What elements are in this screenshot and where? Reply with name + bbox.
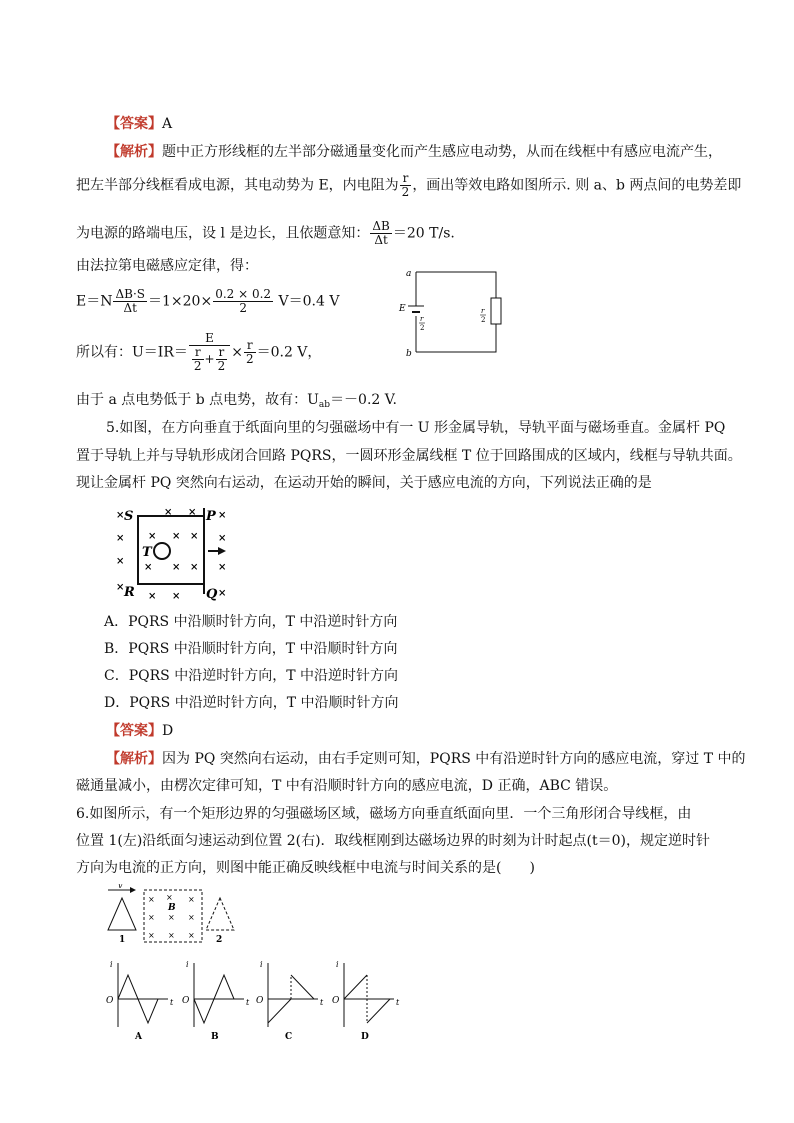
resistor xyxy=(491,298,501,324)
plus-sign: + xyxy=(204,352,215,366)
load-r-den: 2 xyxy=(481,316,486,324)
field-mark: × xyxy=(166,893,173,902)
triangle-field-figure xyxy=(104,884,244,946)
frac-num: r xyxy=(216,346,228,360)
subscript: ab xyxy=(318,400,331,410)
emf-label: E xyxy=(399,304,406,314)
field-mark: × xyxy=(188,895,195,904)
q5-line-3: 现让金属杆 PQ 突然向右运动，在运动开始的瞬间，关于感应电流的方向，下列说法正确的是 xyxy=(76,475,652,491)
frac-den: Δt xyxy=(374,233,388,247)
answer-tag: 【答案】 xyxy=(106,116,162,132)
field-mark: × xyxy=(218,562,227,573)
analysis-line-2 xyxy=(76,172,741,199)
analysis-line-last xyxy=(76,390,397,415)
eq-text: ＝0.2 V， xyxy=(256,344,322,361)
internal-r-num: r xyxy=(420,315,424,323)
graph-label: C xyxy=(285,1032,293,1042)
field-mark: × xyxy=(116,533,125,544)
v-arrow-head xyxy=(130,887,136,893)
frac-num: r xyxy=(192,346,204,360)
fraction-r2 xyxy=(244,339,256,366)
analysis-text: 由于 a 点电势低于 b 点电势，故有：U xyxy=(76,392,319,408)
graph-a xyxy=(106,960,174,1042)
origin-label: O xyxy=(256,996,264,1006)
internal-r-den: 2 xyxy=(420,324,425,332)
curve-pos xyxy=(344,975,367,999)
position-1-label: 1 xyxy=(119,935,126,945)
analysis2-line-2: 磁通量减小，由楞次定律可知，T 中有沿顺时针方向的感应电流，D 正确，ABC 错误。 xyxy=(76,778,618,794)
current-time-graphs xyxy=(100,955,410,1045)
equivalent-circuit xyxy=(396,264,506,360)
q6-line-2: 位置 1(左)沿纸面匀速运动到位置 2(右)．取线框刚到达磁场边界的时刻为计时起点(t＝0)，规定逆时针 xyxy=(76,833,711,849)
field-mark: × xyxy=(190,531,199,542)
label-s: S xyxy=(124,509,134,524)
analysis-text: 因为 PQ 突然向右运动，由右手定则可知，PQRS 中有沿逆时针方向的感应电流，穿过 T 中的 xyxy=(162,751,746,767)
origin-label: O xyxy=(106,996,114,1006)
q5-line-2: 置于导轨上并与导轨形成闭合回路 PQRS，一圆环形金属线框 T 位于回路围成的区域内，线框与导轨共面。 xyxy=(76,448,742,464)
field-mark: × xyxy=(148,591,157,602)
triangle-frame-2 xyxy=(206,898,234,930)
field-mark: × xyxy=(218,588,227,599)
eq-text: E＝N xyxy=(76,293,113,310)
frac-num: r xyxy=(400,172,412,186)
field-mark: × xyxy=(172,531,181,542)
field-mark: × xyxy=(116,510,125,521)
fraction-flux xyxy=(113,288,147,315)
analysis-text: 把左半部分线框看成电源，其电动势为 E，内电阻为 xyxy=(76,177,399,194)
axis-i-label: i xyxy=(110,960,113,969)
q5-line-1: 5.如图，在方向垂直于纸面向里的匀强磁场中有一 U 形金属导轨，导轨平面与磁场垂直。金属杆 PQ xyxy=(106,420,726,436)
eq-text: 所以有：U＝IR＝ xyxy=(76,344,188,361)
field-mark: × xyxy=(116,582,125,593)
field-mark: × xyxy=(188,931,195,940)
field-mark: × xyxy=(172,562,181,573)
fraction-r-over-2 xyxy=(400,172,412,199)
field-mark: × xyxy=(168,931,175,940)
field-mark: × xyxy=(218,510,227,521)
fraction-area xyxy=(213,288,273,315)
eq-text: ＝1×20× xyxy=(148,293,213,310)
answer-value: D xyxy=(162,723,174,739)
frac-den-compound xyxy=(189,346,230,373)
label-r: R xyxy=(124,585,135,600)
eq-text: × xyxy=(231,344,243,361)
field-mark: × xyxy=(144,562,153,573)
field-mark: × xyxy=(168,913,175,922)
q5-option-d[interactable]: D．PQRS 中沿逆时针方向，T 中沿顺时针方向 xyxy=(104,695,399,711)
frac-num: 0.2 × 0.2 xyxy=(215,287,272,301)
analysis-text: 由法拉第电磁感应定律，得： xyxy=(76,258,258,274)
field-mark: × xyxy=(148,531,157,542)
axis-t-label: t xyxy=(170,998,174,1007)
frac-r2-a xyxy=(192,346,204,373)
field-mark: × xyxy=(148,931,155,940)
label-p: P xyxy=(206,509,216,524)
analysis-text: ＝－0.2 V. xyxy=(330,392,397,408)
axis-i-label: i xyxy=(336,960,339,969)
field-mark: × xyxy=(148,895,155,904)
graph-label: B xyxy=(211,1032,219,1042)
analysis-text: ，画出等效电路如图所示. 则 a、b 两点间的电势差即 xyxy=(412,177,742,194)
field-mark: × xyxy=(188,913,195,922)
q5-option-c[interactable]: C．PQRS 中沿逆时针方向，T 中沿逆时针方向 xyxy=(104,668,398,684)
curve-pos xyxy=(291,975,314,999)
load-r-num: r xyxy=(481,307,485,315)
analysis-line-1 xyxy=(106,142,722,162)
axis-t-label: t xyxy=(246,998,250,1007)
label-q: Q xyxy=(206,587,218,602)
graph-label: A xyxy=(135,1032,142,1042)
ring-t xyxy=(154,543,170,559)
curve-neg xyxy=(268,999,291,1023)
analysis-text: ＝20 T/s. xyxy=(392,225,455,242)
q5-option-a[interactable]: A．PQRS 中沿顺时针方向，T 中沿逆时针方向 xyxy=(104,614,398,630)
frac-den: 2 xyxy=(193,359,202,373)
q5-option-b[interactable]: B．PQRS 中沿顺时针方向，T 中沿顺时针方向 xyxy=(104,641,398,657)
analysis-text: 为电源的路端电压，设 l 是边长，且依题意知： xyxy=(76,225,370,242)
frac-den: 2 xyxy=(401,185,410,199)
answer-line-2 xyxy=(106,721,173,741)
frac-num: r xyxy=(244,339,256,353)
node-a-label: a xyxy=(406,269,412,279)
field-mark: × xyxy=(116,556,125,567)
origin-label: O xyxy=(332,996,340,1006)
origin-label: O xyxy=(182,996,190,1006)
analysis2-line-1 xyxy=(106,749,746,769)
field-marks-6 xyxy=(148,893,195,940)
analysis-text: 题中正方形线框的左半部分磁通量变化而产生感应电动势，从而在线框中有感应电流产生， xyxy=(162,144,722,160)
fraction-dB-dt xyxy=(370,220,391,247)
axis-i-label: i xyxy=(260,960,263,969)
analysis-tag: 【解析】 xyxy=(106,144,162,160)
axis-i-label: i xyxy=(186,960,189,969)
field-mark: × xyxy=(148,913,155,922)
node-b-label: b xyxy=(406,349,412,359)
field-mark: × xyxy=(218,533,227,544)
frac-num: E xyxy=(189,332,230,346)
field-mark: × xyxy=(188,507,197,518)
graph-b xyxy=(182,960,250,1042)
graph-d xyxy=(332,960,400,1042)
triangle-frame-1 xyxy=(108,898,136,930)
frac-num: ΔB·S xyxy=(115,287,146,301)
answer-tag: 【答案】 xyxy=(106,723,162,739)
field-mark: × xyxy=(164,507,173,518)
analysis-line-4 xyxy=(76,256,258,276)
frac-den: Δt xyxy=(123,301,137,315)
magnetic-field-rail-figure xyxy=(108,500,248,604)
frac-den: 2 xyxy=(245,352,254,366)
field-mark: × xyxy=(172,591,181,602)
frac-den: 2 xyxy=(239,301,247,315)
frac-den: 2 xyxy=(217,359,226,373)
emf-equation xyxy=(76,288,339,315)
position-2-label: 2 xyxy=(216,935,223,945)
v-label: v xyxy=(118,884,123,890)
analysis-line-3 xyxy=(76,220,455,247)
axis-t-label: t xyxy=(396,998,400,1007)
answer-value: A xyxy=(162,116,173,132)
label-t: T xyxy=(142,545,152,560)
curve-neg xyxy=(367,999,390,1023)
graph-c xyxy=(256,960,324,1042)
frac-num: ΔB xyxy=(372,219,390,233)
analysis-tag: 【解析】 xyxy=(106,751,162,767)
graph-label: D xyxy=(361,1032,369,1042)
answer-line-1 xyxy=(106,114,172,134)
fraction-current xyxy=(189,332,230,373)
velocity-arrow-head xyxy=(218,547,226,555)
b-label: B xyxy=(168,903,176,913)
eq-text: V＝0.4 V xyxy=(278,293,340,310)
field-mark: × xyxy=(190,562,199,573)
voltage-equation xyxy=(76,332,321,373)
q6-line-3: 方向为电流的正方向，则图中能正确反映线框中电流与时间关系的是( ) xyxy=(76,860,535,876)
frac-r2-b xyxy=(216,346,228,373)
q6-line-1: 6.如图所示，有一个矩形边界的匀强磁场区域，磁场方向垂直纸面向里．一个三角形闭合导线框，由 xyxy=(76,806,692,822)
axis-t-label: t xyxy=(320,998,324,1007)
